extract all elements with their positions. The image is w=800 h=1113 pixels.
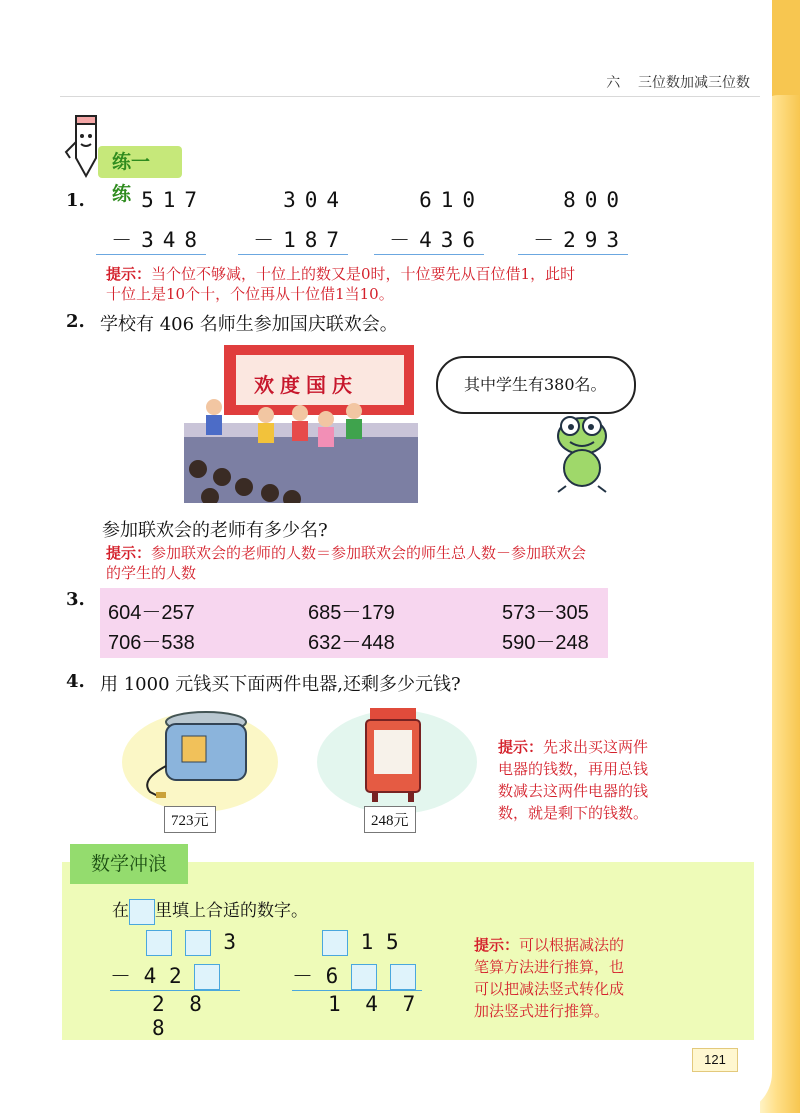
puzzle-result: 1 4 7: [328, 992, 422, 1016]
hint-label: 提示：: [106, 265, 152, 283]
hint-text: 先求出买这两件: [543, 738, 649, 756]
speech-bubble: [436, 356, 636, 414]
answer-box[interactable]: [146, 930, 172, 956]
q1-p2-top: 304: [283, 188, 348, 212]
hint-text: 加法竖式进行推算。: [474, 1002, 610, 1020]
minus-sign: －: [110, 964, 131, 988]
hint-text: 可以根据减法的: [519, 936, 625, 954]
hint-text: 参加联欢会的老师的人数＝参加联欢会的师生总人数－参加联欢会: [151, 544, 587, 562]
minus-sign: －: [253, 228, 284, 252]
math-surf-title: 数学冲浪: [70, 844, 188, 884]
frog-mascot-icon: [548, 410, 618, 494]
calc-item: 573－305: [502, 602, 589, 624]
q1-number: 1.: [66, 190, 85, 211]
q1-hint: [106, 264, 575, 304]
puzzle-result: 2 8 8: [152, 992, 208, 1040]
water-dispenser-icon: [312, 700, 482, 820]
q3-number: 3.: [66, 589, 85, 610]
answer-line: [518, 254, 628, 255]
q4-hint: [498, 736, 648, 824]
puzzle-digit: 3: [223, 930, 236, 954]
banner-text: 欢度国庆: [254, 373, 358, 397]
celebration-illustration: [184, 343, 418, 503]
puzzle-2: [292, 928, 422, 1028]
puzzle-digit: 1 5: [360, 930, 399, 954]
bubble-text: 其中学生有380名。: [464, 375, 607, 394]
practice-title: 练一练: [98, 146, 182, 178]
price-tag: 248元: [364, 806, 416, 833]
hint-text: 数，就是剩下的钱数。: [498, 804, 649, 822]
calc-item: 632－448: [308, 632, 395, 654]
answer-line: [374, 254, 484, 255]
q1-p4-bottom: 293: [563, 228, 628, 252]
q1-p3-bottom: 436: [419, 228, 484, 252]
answer-line: [238, 254, 348, 255]
calc-item: 604－257: [108, 602, 195, 624]
header-rule: [60, 96, 760, 97]
q1-p4-top: 800: [563, 188, 628, 212]
answer-box[interactable]: [185, 930, 211, 956]
answer-box[interactable]: [390, 964, 416, 990]
price-tag: 723元: [164, 806, 216, 833]
q3-panel: [100, 588, 608, 658]
hint-label: 提示：: [106, 544, 152, 562]
puzzle-digit: 6: [325, 964, 339, 988]
practice-badge: [62, 112, 182, 205]
answer-line: [110, 990, 240, 991]
hint-label: 提示：: [474, 936, 520, 954]
surf-hint: [474, 934, 624, 1022]
puzzle-digit: 4 2: [143, 964, 182, 988]
chapter-number: 六: [606, 75, 621, 91]
answer-box: [129, 899, 155, 925]
q2-hint: [106, 543, 586, 583]
instruction-post: 里填上合适的数字。: [155, 901, 308, 921]
rice-cooker-icon: [120, 700, 280, 820]
q1-p3-top: 610: [419, 188, 484, 212]
chapter-title: 三位数加减三位数: [638, 75, 750, 91]
answer-box[interactable]: [322, 930, 348, 956]
hint-text: 十位上是10个十，个位再从十位借1当10。: [106, 285, 394, 303]
answer-line: [292, 990, 422, 991]
answer-line: [96, 254, 206, 255]
hint-text: 电器的钱数，再用总钱: [498, 760, 649, 778]
q4-number: 4.: [66, 671, 85, 692]
hint-text: 当个位不够减，十位上的数又是0时，十位要先从百位借1，此时: [151, 265, 576, 283]
minus-sign: －: [389, 228, 420, 252]
q2-number: 2.: [66, 311, 85, 332]
hint-text: 可以把减法竖式转化成: [474, 980, 625, 998]
calc-item: 706－538: [108, 632, 195, 654]
hint-label: 提示：: [498, 738, 544, 756]
hint-text: 数减去这两件电器的钱: [498, 782, 649, 800]
q2-text: 学校有 406 名师生参加国庆联欢会。: [100, 314, 398, 335]
minus-sign: －: [292, 964, 313, 988]
calc-item: 685－179: [308, 602, 395, 624]
hint-text: 笔算方法进行推算，也: [474, 958, 625, 976]
page-header: [606, 72, 750, 92]
answer-box[interactable]: [194, 964, 220, 990]
q1-p2-bottom: 187: [283, 228, 348, 252]
puzzle-1: [110, 928, 240, 1040]
q1-p1-top: 517: [141, 188, 206, 212]
instruction-pre: 在: [112, 901, 129, 921]
page-number: 121: [692, 1048, 738, 1072]
answer-box[interactable]: [351, 964, 377, 990]
calc-item: 590－248: [502, 632, 589, 654]
minus-sign: －: [111, 228, 142, 252]
hint-text: 的学生的人数: [106, 564, 197, 582]
q4-text: 用 1000 元钱买下面两件电器,还剩多少元钱?: [100, 674, 461, 695]
q2-question: 参加联欢会的老师有多少名?: [102, 520, 328, 541]
surf-instruction: [112, 896, 308, 925]
q1-p1-bottom: 348: [141, 228, 206, 252]
minus-sign: －: [533, 228, 564, 252]
